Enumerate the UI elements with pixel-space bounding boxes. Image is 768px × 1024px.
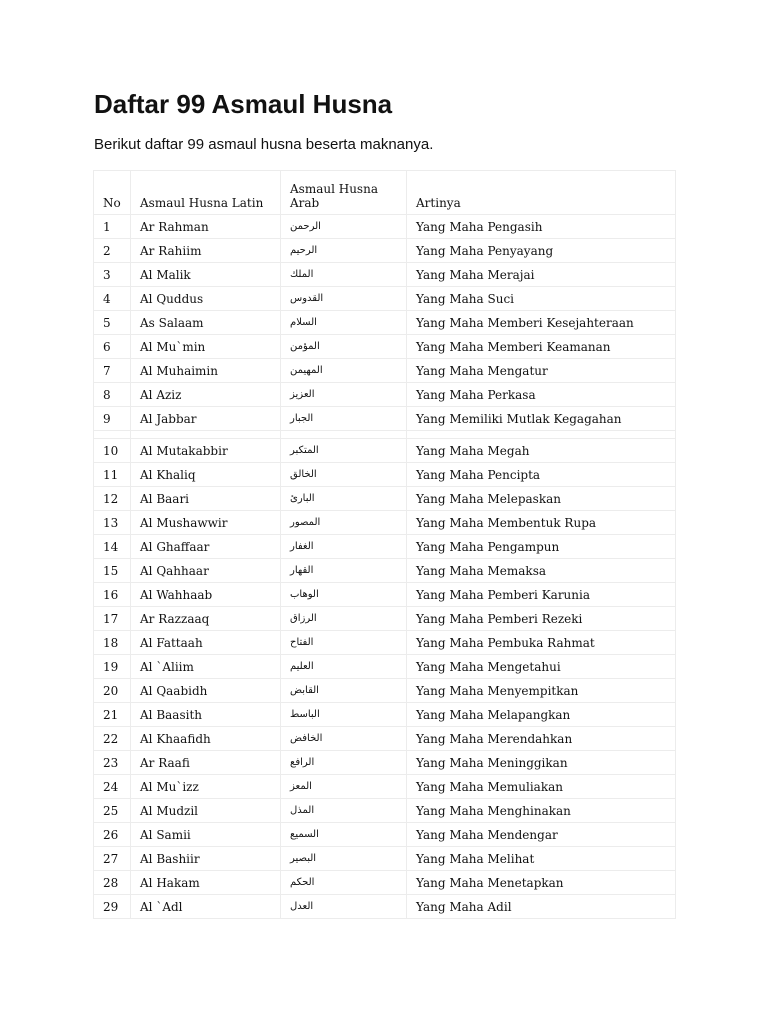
cell-arab [281,703,407,727]
cell-no: 7 [94,359,131,383]
cell-arab [281,383,407,407]
cell-artinya: Yang Maha Membentuk Rupa [407,511,676,535]
cell-arab [281,727,407,751]
cell-no: 9 [94,407,131,431]
table-row [94,751,676,775]
arabic-text: العدل [290,901,314,912]
cell-artinya: Yang Maha Memberi Keamanan [407,335,676,359]
cell-latin: Al Hakam [131,871,281,895]
table-row [94,311,676,335]
cell-artinya: Yang Maha Melihat [407,847,676,871]
arabic-text: الباسط [290,709,320,720]
cell-no: 27 [94,847,131,871]
cell-no: 22 [94,727,131,751]
cell-no: 24 [94,775,131,799]
arabic-text: الوهاب [290,589,319,600]
cell-latin: Ar Raafi [131,751,281,775]
arabic-text: السلام [290,317,317,328]
cell-artinya: Yang Maha Megah [407,439,676,463]
intro-text: Berikut daftar 99 asmaul husna beserta maknanya. [94,136,434,153]
cell-arab [281,263,407,287]
cell-no: 20 [94,679,131,703]
asmaul-husna-table [93,170,676,919]
arabic-text: الحكم [290,877,315,888]
arabic-text: الرافع [290,757,315,768]
cell-arab [281,559,407,583]
cell-latin: Al Aziz [131,383,281,407]
cell-latin: Al Ghaffaar [131,535,281,559]
cell-artinya: Yang Maha Mengatur [407,359,676,383]
arabic-text: السميع [290,829,319,840]
cell-no: 2 [94,239,131,263]
cell-artinya: Yang Maha Adil [407,895,676,919]
table-row [94,727,676,751]
arabic-text: الخافض [290,733,323,744]
arabic-text: المهيمن [290,365,323,376]
cell-artinya: Yang Maha Melapangkan [407,703,676,727]
table-row [94,215,676,239]
spacer-cell [131,431,281,439]
cell-latin: As Salaam [131,311,281,335]
cell-no: 1 [94,215,131,239]
cell-artinya: Yang Maha Melepaskan [407,487,676,511]
arabic-text: الرحمن [290,221,321,232]
cell-artinya: Yang Maha Menetapkan [407,871,676,895]
table-row [94,439,676,463]
cell-latin: Ar Razzaaq [131,607,281,631]
cell-latin: Al Mutakabbir [131,439,281,463]
table-row [94,263,676,287]
cell-no: 15 [94,559,131,583]
arabic-text: المعز [290,781,312,792]
table-row [94,847,676,871]
table-row [94,383,676,407]
cell-arab [281,287,407,311]
table-row [94,359,676,383]
table-body [94,215,676,919]
cell-artinya: Yang Maha Memuliakan [407,775,676,799]
cell-no: 26 [94,823,131,847]
cell-latin: Al Baari [131,487,281,511]
cell-artinya: Yang Memiliki Mutlak Kegagahan [407,407,676,431]
cell-latin: Al Muhaimin [131,359,281,383]
table-row [94,871,676,895]
cell-artinya: Yang Maha Menyempitkan [407,679,676,703]
table-row [94,583,676,607]
cell-latin: Al Quddus [131,287,281,311]
header-no: No [94,171,131,215]
cell-no: 25 [94,799,131,823]
table-spacer-row [94,431,676,439]
cell-latin: Al Mu`min [131,335,281,359]
cell-latin: Al `Aliim [131,655,281,679]
table-row [94,463,676,487]
cell-latin: Al Mu`izz [131,775,281,799]
cell-arab [281,775,407,799]
cell-no: 29 [94,895,131,919]
cell-arab [281,607,407,631]
cell-arab [281,239,407,263]
table-row [94,631,676,655]
header-arab: Asmaul Husna Arab [281,171,407,215]
arabic-text: العليم [290,661,314,672]
cell-arab [281,679,407,703]
table-row [94,487,676,511]
cell-artinya: Yang Maha Pemberi Karunia [407,583,676,607]
table-row [94,703,676,727]
cell-artinya: Yang Maha Perkasa [407,383,676,407]
cell-latin: Al Samii [131,823,281,847]
table-row [94,895,676,919]
spacer-cell [94,431,131,439]
arabic-text: البارئ [290,493,315,504]
cell-latin: Al Malik [131,263,281,287]
cell-latin: Ar Rahiim [131,239,281,263]
cell-artinya: Yang Maha Merajai [407,263,676,287]
cell-latin: Al Bashiir [131,847,281,871]
header-latin: Asmaul Husna Latin [131,171,281,215]
arabic-text: الفتاح [290,637,314,648]
cell-artinya: Yang Maha Menghinakan [407,799,676,823]
cell-artinya: Yang Maha Memberi Kesejahteraan [407,311,676,335]
cell-latin: Al Qaabidh [131,679,281,703]
cell-arab [281,655,407,679]
table-row [94,511,676,535]
cell-no: 19 [94,655,131,679]
arabic-text: القابض [290,685,319,696]
cell-arab [281,439,407,463]
cell-latin: Al Wahhaab [131,583,281,607]
cell-artinya: Yang Maha Pencipta [407,463,676,487]
table-row [94,799,676,823]
table-row [94,559,676,583]
cell-latin: Al `Adl [131,895,281,919]
arabic-text: القهار [290,565,314,576]
table-row [94,823,676,847]
table-row [94,287,676,311]
spacer-cell [407,431,676,439]
cell-artinya: Yang Maha Merendahkan [407,727,676,751]
cell-artinya: Yang Maha Mendengar [407,823,676,847]
cell-arab [281,311,407,335]
cell-no: 13 [94,511,131,535]
cell-artinya: Yang Maha Meninggikan [407,751,676,775]
cell-arab [281,335,407,359]
cell-arab [281,407,407,431]
table-row [94,607,676,631]
cell-no: 12 [94,487,131,511]
table-row [94,535,676,559]
cell-arab [281,487,407,511]
arabic-text: الرزاق [290,613,317,624]
cell-arab [281,535,407,559]
cell-arab [281,799,407,823]
cell-no: 5 [94,311,131,335]
cell-no: 17 [94,607,131,631]
cell-artinya: Yang Maha Suci [407,287,676,311]
cell-artinya: Yang Maha Pembuka Rahmat [407,631,676,655]
cell-arab [281,871,407,895]
cell-artinya: Yang Maha Memaksa [407,559,676,583]
table-row [94,655,676,679]
cell-artinya: Yang Maha Pemberi Rezeki [407,607,676,631]
arabic-text: الخالق [290,469,317,480]
arabic-text: المؤمن [290,341,320,352]
arabic-text: المتكبر [290,445,319,456]
cell-arab [281,847,407,871]
cell-latin: Al Fattaah [131,631,281,655]
arabic-text: الملك [290,269,314,280]
arabic-text: البصير [290,853,317,864]
arabic-text: الجبار [290,413,314,424]
header-artinya: Artinya [407,171,676,215]
cell-arab [281,511,407,535]
cell-no: 10 [94,439,131,463]
cell-no: 6 [94,335,131,359]
arabic-text: الرحيم [290,245,318,256]
cell-artinya: Yang Maha Pengasih [407,215,676,239]
cell-no: 16 [94,583,131,607]
arabic-text: القدوس [290,293,324,304]
cell-no: 3 [94,263,131,287]
spacer-cell [281,431,407,439]
table-row [94,407,676,431]
cell-artinya: Yang Maha Penyayang [407,239,676,263]
cell-artinya: Yang Maha Mengetahui [407,655,676,679]
cell-no: 4 [94,287,131,311]
cell-latin: Al Qahhaar [131,559,281,583]
cell-no: 8 [94,383,131,407]
cell-latin: Ar Rahman [131,215,281,239]
cell-arab [281,463,407,487]
page-title: Daftar 99 Asmaul Husna [94,89,393,119]
cell-latin: Al Mudzil [131,799,281,823]
cell-latin: Al Jabbar [131,407,281,431]
cell-no: 18 [94,631,131,655]
arabic-text: الغفار [290,541,314,552]
table-row [94,239,676,263]
table-row [94,679,676,703]
cell-arab [281,359,407,383]
table-row [94,775,676,799]
cell-arab [281,751,407,775]
cell-latin: Al Mushawwir [131,511,281,535]
cell-latin: Al Khaliq [131,463,281,487]
cell-no: 21 [94,703,131,727]
arabic-text: المصور [290,517,321,528]
cell-artinya: Yang Maha Pengampun [407,535,676,559]
arabic-text: العزيز [290,389,315,400]
cell-no: 11 [94,463,131,487]
cell-arab [281,583,407,607]
cell-latin: Al Baasith [131,703,281,727]
cell-arab [281,631,407,655]
cell-latin: Al Khaafidh [131,727,281,751]
cell-arab [281,823,407,847]
cell-no: 28 [94,871,131,895]
cell-no: 23 [94,751,131,775]
table-row [94,335,676,359]
arabic-text: المذل [290,805,315,816]
cell-arab [281,895,407,919]
cell-no: 14 [94,535,131,559]
table-header-row [94,171,676,215]
cell-arab [281,215,407,239]
